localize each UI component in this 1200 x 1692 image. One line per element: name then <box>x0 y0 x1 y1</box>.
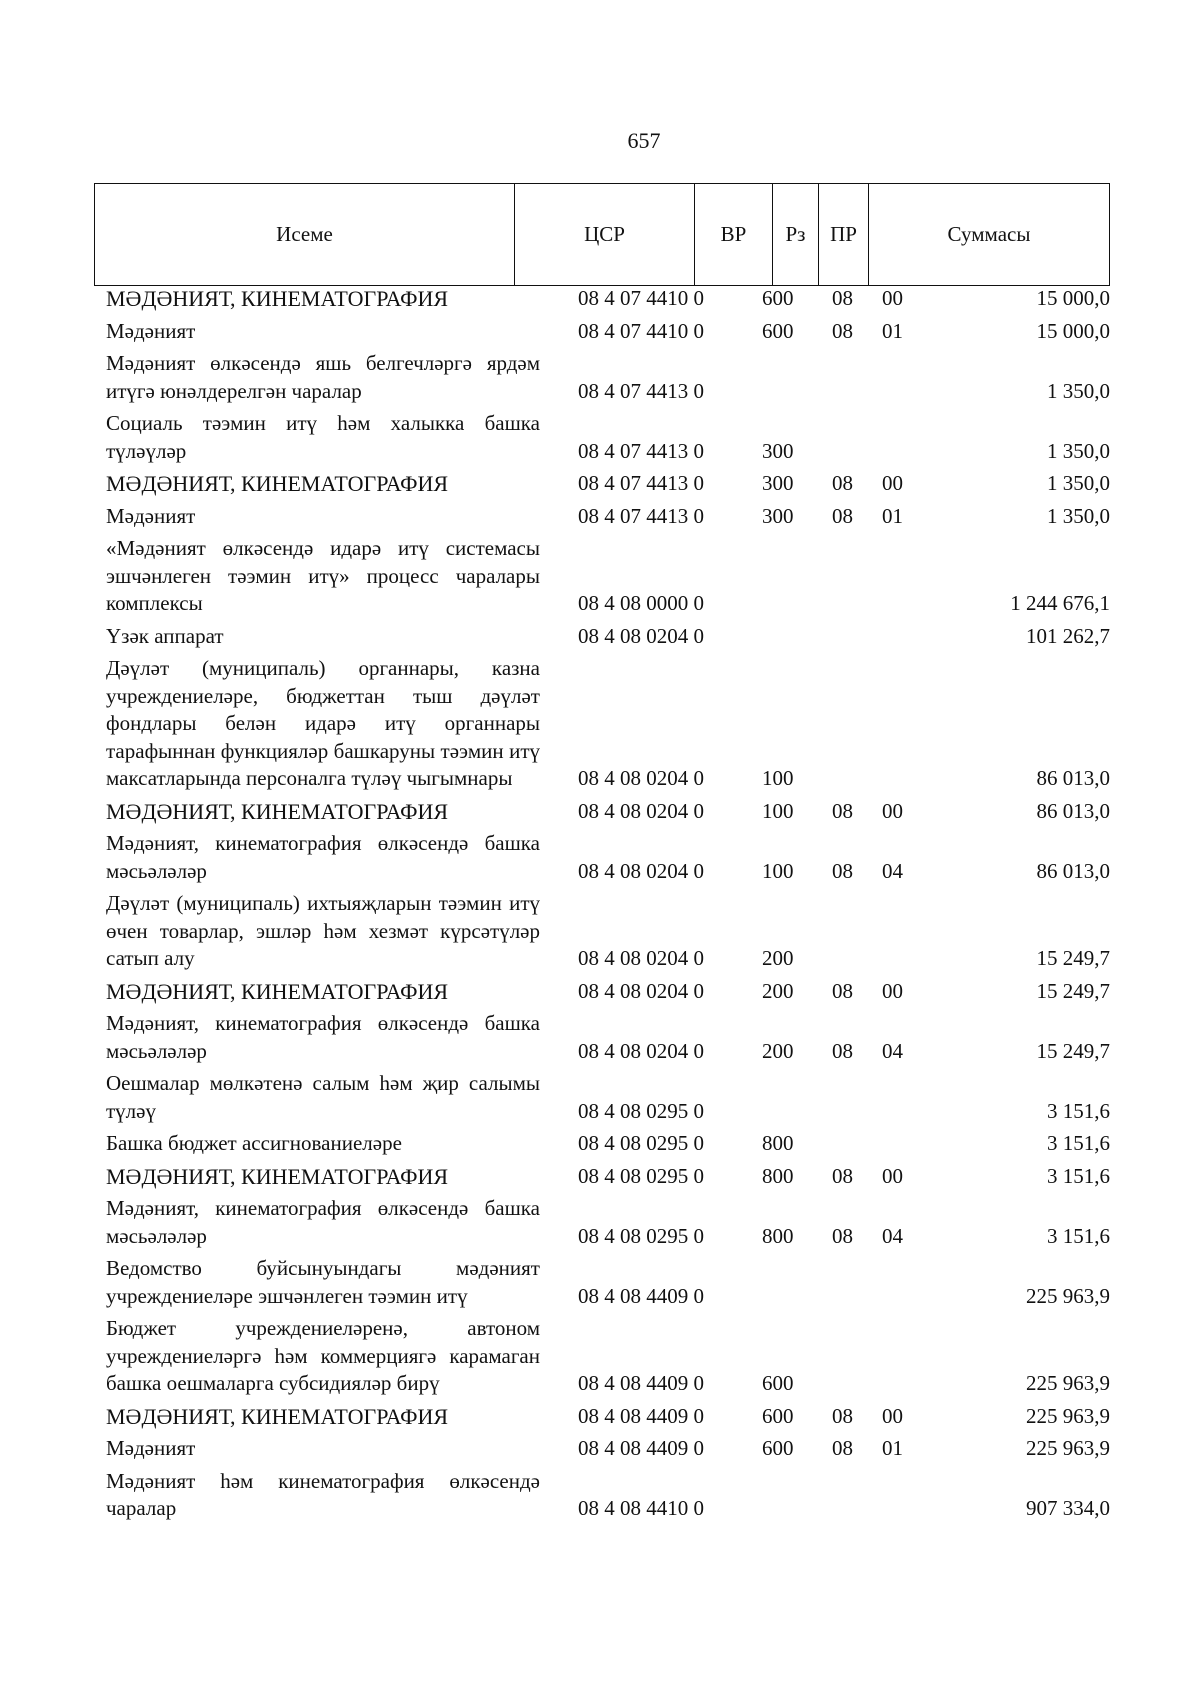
row-name: Мәдәният <box>106 503 196 528</box>
row-sum: 15 249,7 <box>1036 1038 1110 1063</box>
table-row <box>0 470 1200 498</box>
table-row <box>0 798 1200 826</box>
row-name: МӘДӘНИЯТ, КИНЕМАТОГРАФИЯ <box>106 978 449 1004</box>
table-row <box>0 1255 1200 1310</box>
row-csr: 08 4 07 4413 0 <box>578 438 704 463</box>
row-csr: 08 4 08 0204 0 <box>578 623 704 648</box>
row-csr: 08 4 07 4413 0 <box>578 378 704 403</box>
row-name: Ведомство буйсынуындагы мәдәният учреждениеләре эшчәнлеген тәэмин итү <box>106 1256 540 1308</box>
table-row <box>0 1070 1200 1125</box>
header-rz: Рз <box>773 184 819 285</box>
row-sum: 101 262,7 <box>1026 623 1110 648</box>
row-sum: 225 963,9 <box>1026 1371 1110 1395</box>
row-sum: 225 963,9 <box>1026 1436 1110 1460</box>
row-sum: 86 013,0 <box>1036 858 1110 883</box>
row-pr: 00 <box>882 286 903 310</box>
row-csr: 08 4 07 4410 0 <box>578 286 704 310</box>
table-header <box>94 183 1110 286</box>
header-pr: ПР <box>819 184 869 285</box>
row-sum: 1 350,0 <box>1047 503 1110 528</box>
row-pr: 00 <box>882 978 903 1003</box>
row-pr: 01 <box>882 1436 903 1460</box>
row-sum: 3 151,6 <box>1047 1223 1110 1248</box>
row-sum: 3 151,6 <box>1047 1163 1110 1188</box>
row-csr: 08 4 07 4410 0 <box>578 318 704 343</box>
row-pr: 01 <box>882 318 903 343</box>
row-name: МӘДӘНИЯТ, КИНЕМАТОГРАФИЯ <box>106 1403 449 1429</box>
table-row <box>0 410 1200 465</box>
row-name: Дәүләт (муниципаль) ихтыяҗларын тәэмин итү өчен товарлар, эшләр һәм хезмәт күрсәтүләр сатып алу <box>106 891 540 970</box>
row-name: Мәдәният, кинематография өлкәсендә башка мәсьәләләр <box>106 1011 540 1063</box>
row-vr: 300 <box>762 471 794 495</box>
budget-table-body <box>0 285 1200 1523</box>
row-name: «Мәдәният өлкәсендә идарә итү системасы эшчәнлеген тәэмин итү» процесс чаралары комплексы <box>106 536 540 615</box>
row-sum: 15 000,0 <box>1036 318 1110 343</box>
row-sum: 225 963,9 <box>1026 1283 1110 1308</box>
row-csr: 08 4 08 0204 0 <box>578 978 704 1003</box>
row-rz: 08 <box>832 978 853 1003</box>
row-rz: 08 <box>832 1436 853 1460</box>
row-csr: 08 4 08 0204 0 <box>578 946 704 970</box>
table-row <box>0 1403 1200 1431</box>
table-row <box>0 1130 1200 1158</box>
row-rz: 08 <box>832 1403 853 1428</box>
row-csr: 08 4 08 4409 0 <box>578 1436 704 1460</box>
row-csr: 08 4 08 0295 0 <box>578 1131 704 1155</box>
row-csr: 08 4 08 0204 0 <box>578 766 704 790</box>
row-sum: 15 000,0 <box>1036 286 1110 310</box>
row-name: МӘДӘНИЯТ, КИНЕМАТОГРАФИЯ <box>106 798 449 824</box>
row-csr: 08 4 08 4409 0 <box>578 1403 704 1428</box>
table-row <box>0 1195 1200 1250</box>
row-name: Мәдәният һәм кинематография өлкәсендә чаралар <box>106 1468 540 1520</box>
row-vr: 200 <box>762 946 794 970</box>
row-name: Мәдәният, кинематография өлкәсендә башка мәсьәләләр <box>106 1196 540 1248</box>
row-sum: 1 244 676,1 <box>1010 591 1110 615</box>
table-row <box>0 623 1200 651</box>
row-vr: 600 <box>762 1371 794 1395</box>
row-pr: 01 <box>882 503 903 528</box>
row-name: Бюджет учреждениеләренә, автоном учреждениеләргә һәм коммерциягә карамаган башка оешмаларга субсидияләр бирү <box>106 1316 540 1395</box>
row-vr: 300 <box>762 503 794 528</box>
row-name: МӘДӘНИЯТ, КИНЕМАТОГРАФИЯ <box>106 471 449 496</box>
row-csr: 08 4 08 0000 0 <box>578 591 704 615</box>
row-rz: 08 <box>832 286 853 310</box>
row-rz: 08 <box>832 1163 853 1188</box>
table-row <box>0 1315 1200 1398</box>
row-csr: 08 4 08 4409 0 <box>578 1283 704 1308</box>
row-sum: 15 249,7 <box>1036 946 1110 970</box>
row-sum: 86 013,0 <box>1036 798 1110 823</box>
row-vr: 100 <box>762 858 794 883</box>
row-vr: 600 <box>762 1436 794 1460</box>
row-pr: 04 <box>882 858 903 883</box>
row-pr: 00 <box>882 1403 903 1428</box>
table-row <box>0 535 1200 618</box>
row-rz: 08 <box>832 1223 853 1248</box>
row-sum: 3 151,6 <box>1047 1131 1110 1155</box>
row-name: Социаль тәэмин итү һәм халыкка башка түләүләр <box>106 411 540 463</box>
table-row <box>0 890 1200 973</box>
table-row <box>0 655 1200 793</box>
row-vr: 100 <box>762 766 794 790</box>
header-csr: ЦСР <box>515 184 695 285</box>
row-vr: 800 <box>762 1131 794 1155</box>
row-rz: 08 <box>832 1038 853 1063</box>
table-row <box>0 285 1200 313</box>
header-name: Исеме <box>95 184 515 285</box>
row-rz: 08 <box>832 503 853 528</box>
table-row <box>0 978 1200 1006</box>
row-vr: 600 <box>762 318 794 343</box>
row-vr: 600 <box>762 286 794 310</box>
row-vr: 300 <box>762 438 794 463</box>
table-row <box>0 830 1200 885</box>
row-pr: 00 <box>882 1163 903 1188</box>
row-vr: 200 <box>762 978 794 1003</box>
table-row <box>0 1163 1200 1191</box>
row-name: Оешмалар мөлкәтенә салым һәм җир салымы түләү <box>106 1071 540 1123</box>
row-name: Мәдәният, кинематография өлкәсендә башка мәсьәләләр <box>106 831 540 883</box>
row-name: МӘДӘНИЯТ, КИНЕМАТОГРАФИЯ <box>106 286 449 311</box>
row-vr: 100 <box>762 798 794 823</box>
row-sum: 86 013,0 <box>1036 766 1110 790</box>
row-csr: 08 4 08 0295 0 <box>578 1223 704 1248</box>
row-pr: 00 <box>882 798 903 823</box>
row-csr: 08 4 08 4409 0 <box>578 1371 704 1395</box>
row-name: Мәдәният өлкәсендә яшь белгечләргә ярдәм итүгә юнәлдерелгән чаралар <box>106 351 540 403</box>
row-sum: 15 249,7 <box>1036 978 1110 1003</box>
row-vr: 200 <box>762 1038 794 1063</box>
row-sum: 225 963,9 <box>1026 1403 1110 1428</box>
header-vr: ВР <box>695 184 773 285</box>
row-csr: 08 4 08 0204 0 <box>578 1038 704 1063</box>
row-name: Дәүләт (муниципаль) органнары, казна учреждениеләре, бюджеттан тыш дәүләт фондлары белән идарә итү органнары тарафыннан функцияләр башкаруны тәэмин итү максатларында персоналга түләү чыгымнары <box>106 656 540 790</box>
row-rz: 08 <box>832 318 853 343</box>
table-row <box>0 1435 1200 1463</box>
row-csr: 08 4 08 0204 0 <box>578 798 704 823</box>
row-sum: 907 334,0 <box>1026 1496 1110 1520</box>
row-name: Мәдәният <box>106 318 196 343</box>
row-rz: 08 <box>832 471 853 495</box>
row-pr: 00 <box>882 471 903 495</box>
table-row <box>0 1010 1200 1065</box>
row-csr: 08 4 08 0295 0 <box>578 1098 704 1123</box>
row-vr: 800 <box>762 1223 794 1248</box>
row-csr: 08 4 07 4413 0 <box>578 503 704 528</box>
page-number: 657 <box>627 128 661 153</box>
row-pr: 04 <box>882 1038 903 1063</box>
row-rz: 08 <box>832 858 853 883</box>
row-csr: 08 4 07 4413 0 <box>578 471 704 495</box>
row-rz: 08 <box>832 798 853 823</box>
row-csr: 08 4 08 0204 0 <box>578 858 704 883</box>
row-sum: 3 151,6 <box>1047 1098 1110 1123</box>
row-csr: 08 4 08 4410 0 <box>578 1496 704 1520</box>
row-name: Мәдәният <box>106 1436 196 1460</box>
table-row <box>0 503 1200 531</box>
row-sum: 1 350,0 <box>1047 438 1110 463</box>
row-csr: 08 4 08 0295 0 <box>578 1163 704 1188</box>
table-row <box>0 350 1200 405</box>
table-row <box>0 318 1200 346</box>
row-name: Үзәк аппарат <box>106 623 224 648</box>
row-sum: 1 350,0 <box>1047 378 1110 403</box>
row-sum: 1 350,0 <box>1047 471 1110 495</box>
row-name: Башка бюджет ассигнованиеләре <box>106 1131 402 1155</box>
header-sum: Суммасы <box>947 222 1031 246</box>
table-row <box>0 1468 1200 1523</box>
row-name: МӘДӘНИЯТ, КИНЕМАТОГРАФИЯ <box>106 1163 449 1189</box>
row-vr: 800 <box>762 1163 794 1188</box>
row-vr: 600 <box>762 1403 794 1428</box>
row-pr: 04 <box>882 1223 903 1248</box>
